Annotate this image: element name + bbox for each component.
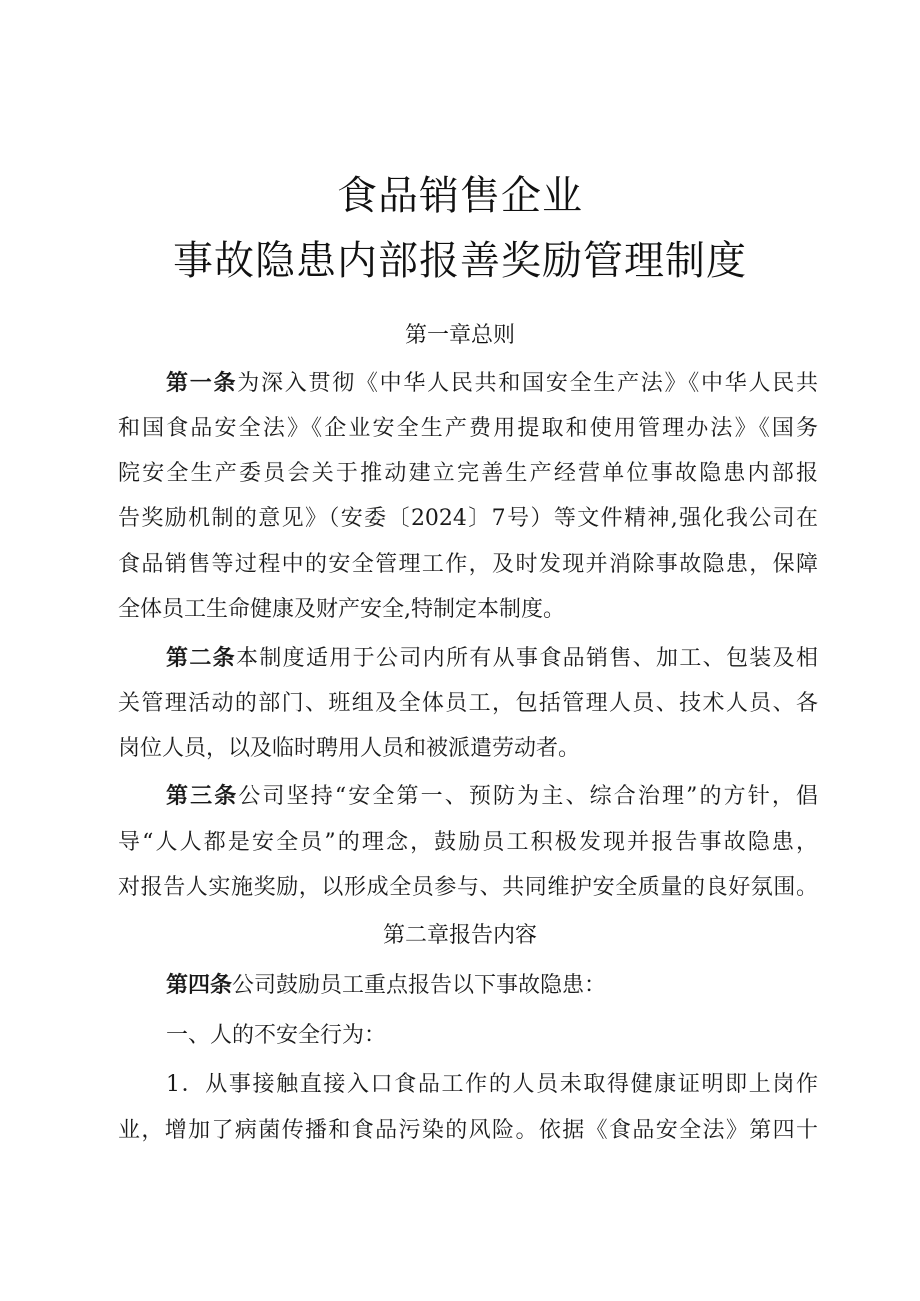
chapter-1-heading: 第一章总则 [404,323,515,348]
item-1-line-2: 业，增加了病菌传播和食品污染的风险。依据《食品安全法》第四十 [118,1118,818,1143]
article-3-line-2: 导“人人都是安全员”的理念，鼓励员工积极发现并报告事故隐患， [118,830,818,855]
article-4-text: 公司鼓励员工重点报告以下事故隐患： [232,973,607,998]
article-2-line-2: 关管理活动的部门、班组及全体员工，包括管理人员、技术人员、各 [118,691,818,716]
article-1-text: 为深入贯彻《中华人民共和国安全生产法》《中华人民共 [237,371,818,396]
article-1-line-6: 全体员工生命健康及财产安全,特制定本制度。 [118,597,565,622]
section-1-heading: 一、人的不安全行为： [166,1023,387,1048]
item-1-line-1: 1．从事接触直接入口食品工作的人员未取得健康证明即上岗作 [166,1072,818,1097]
article-2-text: 本制度适用于公司内所有从事食品销售、加工、包装及相 [236,646,818,671]
document-title-line-1: 食品销售企业 [337,173,583,219]
article-2-first-line [166,644,818,674]
article-4-first-line [166,971,818,1001]
article-3-first-line [166,782,818,812]
article-2-label: 第二条 [166,646,236,671]
article-1-line-3: 院安全生产委员会关于推动建立完善生产经营单位事故隐患内部报 [118,461,818,486]
article-2-line-3: 岗位人员，以及临时聘用人员和被派遣劳动者。 [118,736,581,761]
article-1-line-2: 和国食品安全法》《企业安全生产费用提取和使用管理办法》《国务 [118,416,818,441]
article-4-label: 第四条 [166,973,233,998]
article-1-first-line [166,369,818,399]
document-title-line-2: 事故隐患内部报善奖励管理制度 [173,238,747,284]
article-1-line-4: 告奖励机制的意见》（安委〔2024〕7号）等文件精神,强化我公司在 [118,506,818,531]
article-1-line-5: 食品销售等过程中的安全管理工作，及时发现并消除事故隐患，保障 [118,552,818,577]
article-3-text: 公司坚持“安全第一、预防为主、综合治理”的方针，倡 [238,784,818,809]
article-3-line-3: 对报告人实施奖励，以形成全员参与、共同维护安全质量的良好氛围。 [118,875,818,900]
chapter-2-heading: 第二章报告内容 [382,923,537,948]
article-3-label: 第三条 [166,784,239,809]
article-1-label: 第一条 [166,371,238,396]
